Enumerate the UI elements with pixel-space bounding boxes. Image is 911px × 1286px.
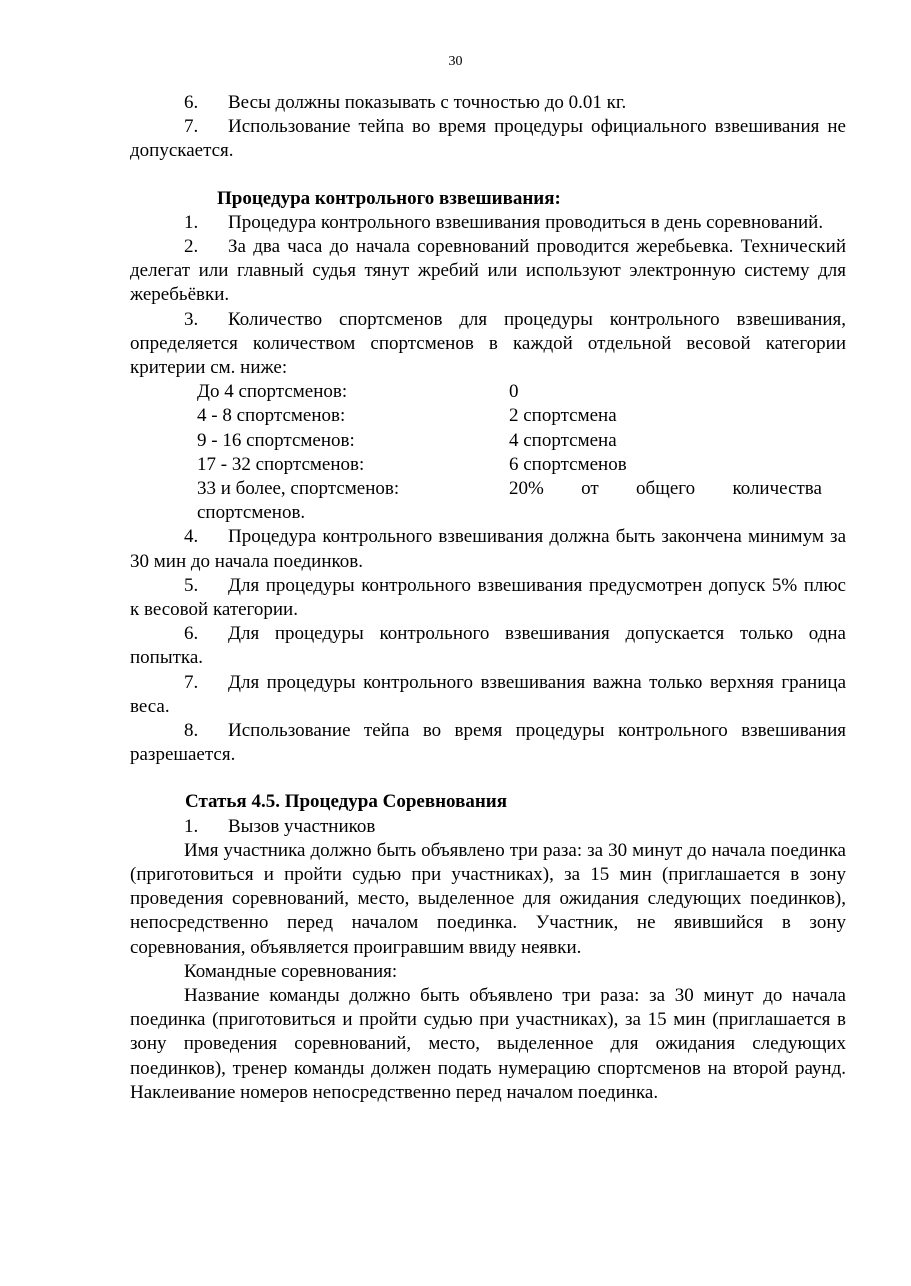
item-text: Использование тейпа во время процедуры контрольного взвешивания разрешается.: [130, 719, 846, 766]
table-row-continuation: [197, 501, 846, 525]
list-item: [130, 525, 846, 573]
item-number: 6.: [184, 92, 199, 113]
item-number: 8.: [184, 719, 199, 741]
item-text: Весы должны показывать с точностью до 0.01 кг.: [228, 92, 627, 113]
article-heading: Статья 4.5. Процедура Соревнования: [185, 791, 507, 813]
table-cell-count: [509, 477, 846, 501]
item-number: 3.: [184, 308, 199, 330]
table-cell-count: 2 спортсмена: [509, 405, 617, 427]
table-row: [197, 429, 846, 453]
count-word: общего: [636, 477, 696, 499]
table-cell-count: 6 спортсменов: [509, 453, 627, 475]
list-item: [130, 115, 846, 163]
table-cell-count: 0: [509, 381, 519, 403]
list-item: [130, 574, 846, 622]
table-cell-continuation: спортсменов.: [197, 502, 306, 524]
table-cell-range: 33 и более, спортсменов:: [197, 477, 400, 499]
paragraph: Название команды должно быть объявлено три раза: за 30 минут до начала поединка (приготовиться и пройти судью при участниках), за 15 мин (приглашается в зону проведения соревнований, место, выделенное для ожидания следующих поединков), тренер команды должен подать нумерацию спортсменов на второй раунд. Наклеивание номеров непосредственно перед началом поединка.: [130, 985, 846, 1103]
list-item: [130, 91, 846, 115]
item-text: Для процедуры контрольного взвешивания важна только верхняя граница веса.: [130, 671, 846, 717]
item-text: Количество спортсменов для процедуры контрольного взвешивания, определяется количеством спортсменов в каждой отдельной весовой категории критерии см. ниже:: [130, 308, 846, 379]
count-word: 20%: [509, 477, 544, 499]
table-cell-range: 9 - 16 спортсменов:: [197, 429, 355, 451]
item-number: 2.: [184, 236, 199, 258]
item-number: 1.: [184, 815, 199, 837]
item-number: 7.: [184, 116, 199, 138]
paragraph: Командные соревнования:: [184, 960, 398, 982]
item-number: 7.: [184, 671, 199, 693]
table-cell-count: 4 спортсмена: [509, 429, 617, 451]
table-row: [197, 404, 846, 428]
table-row: [197, 380, 846, 404]
item-number: 1.: [184, 211, 199, 233]
table-cell-range: 4 - 8 спортсменов:: [197, 405, 346, 427]
item-number: 4.: [184, 526, 199, 548]
page-number: 30: [448, 54, 463, 69]
count-word: количества: [732, 477, 822, 499]
item-text: За два часа до начала соревнований проводится жеребьевка. Технический делегат или главный судья тянут жребий или используют электронную систему для жеребьёвки.: [130, 236, 846, 306]
list-item: [130, 719, 846, 767]
document-body: [130, 91, 846, 1105]
table-cell-range: До 4 спортсменов:: [197, 381, 348, 403]
table-row: [197, 477, 846, 501]
list-item: [130, 235, 846, 308]
table-cell-range: 17 - 32 спортсменов:: [197, 453, 365, 475]
item-text: Использование тейпа во время процедуры официального взвешивания не допускается.: [130, 116, 846, 162]
item-text: Процедура контрольного взвешивания проводиться в день соревнований.: [228, 211, 824, 233]
item-number: 6.: [184, 623, 199, 645]
item-text: Процедура контрольного взвешивания должна быть закончена минимум за 30 мин до начала поединков.: [130, 526, 846, 572]
list-item: [130, 815, 846, 839]
item-text: Вызов участников: [228, 815, 376, 837]
athlete-count-table: [197, 380, 846, 525]
item-number: 5.: [184, 574, 199, 596]
item-text: Для процедуры контрольного взвешивания допускается только одна попытка.: [130, 623, 846, 669]
item-text: Для процедуры контрольного взвешивания предусмотрен допуск 5% плюс к весовой категории.: [130, 574, 846, 620]
section-heading: Процедура контрольного взвешивания:: [217, 187, 561, 209]
list-item: [130, 622, 846, 670]
list-item: [130, 211, 846, 235]
table-row: [197, 453, 846, 477]
count-word: от: [581, 477, 599, 499]
list-item: [130, 671, 846, 719]
list-item: [130, 308, 846, 381]
paragraph: Имя участника должно быть объявлено три раза: за 30 минут до начала поединка (приготовиться и пройти судью при участниках), за 15 мин (приглашается в зону проведения соревнований, место, выделенное для ожидания следующих поединков), непосредственно перед началом поединка. Участник, не явившийся в зону соревнования, объявляется проигравшим ввиду неявки.: [130, 839, 846, 958]
